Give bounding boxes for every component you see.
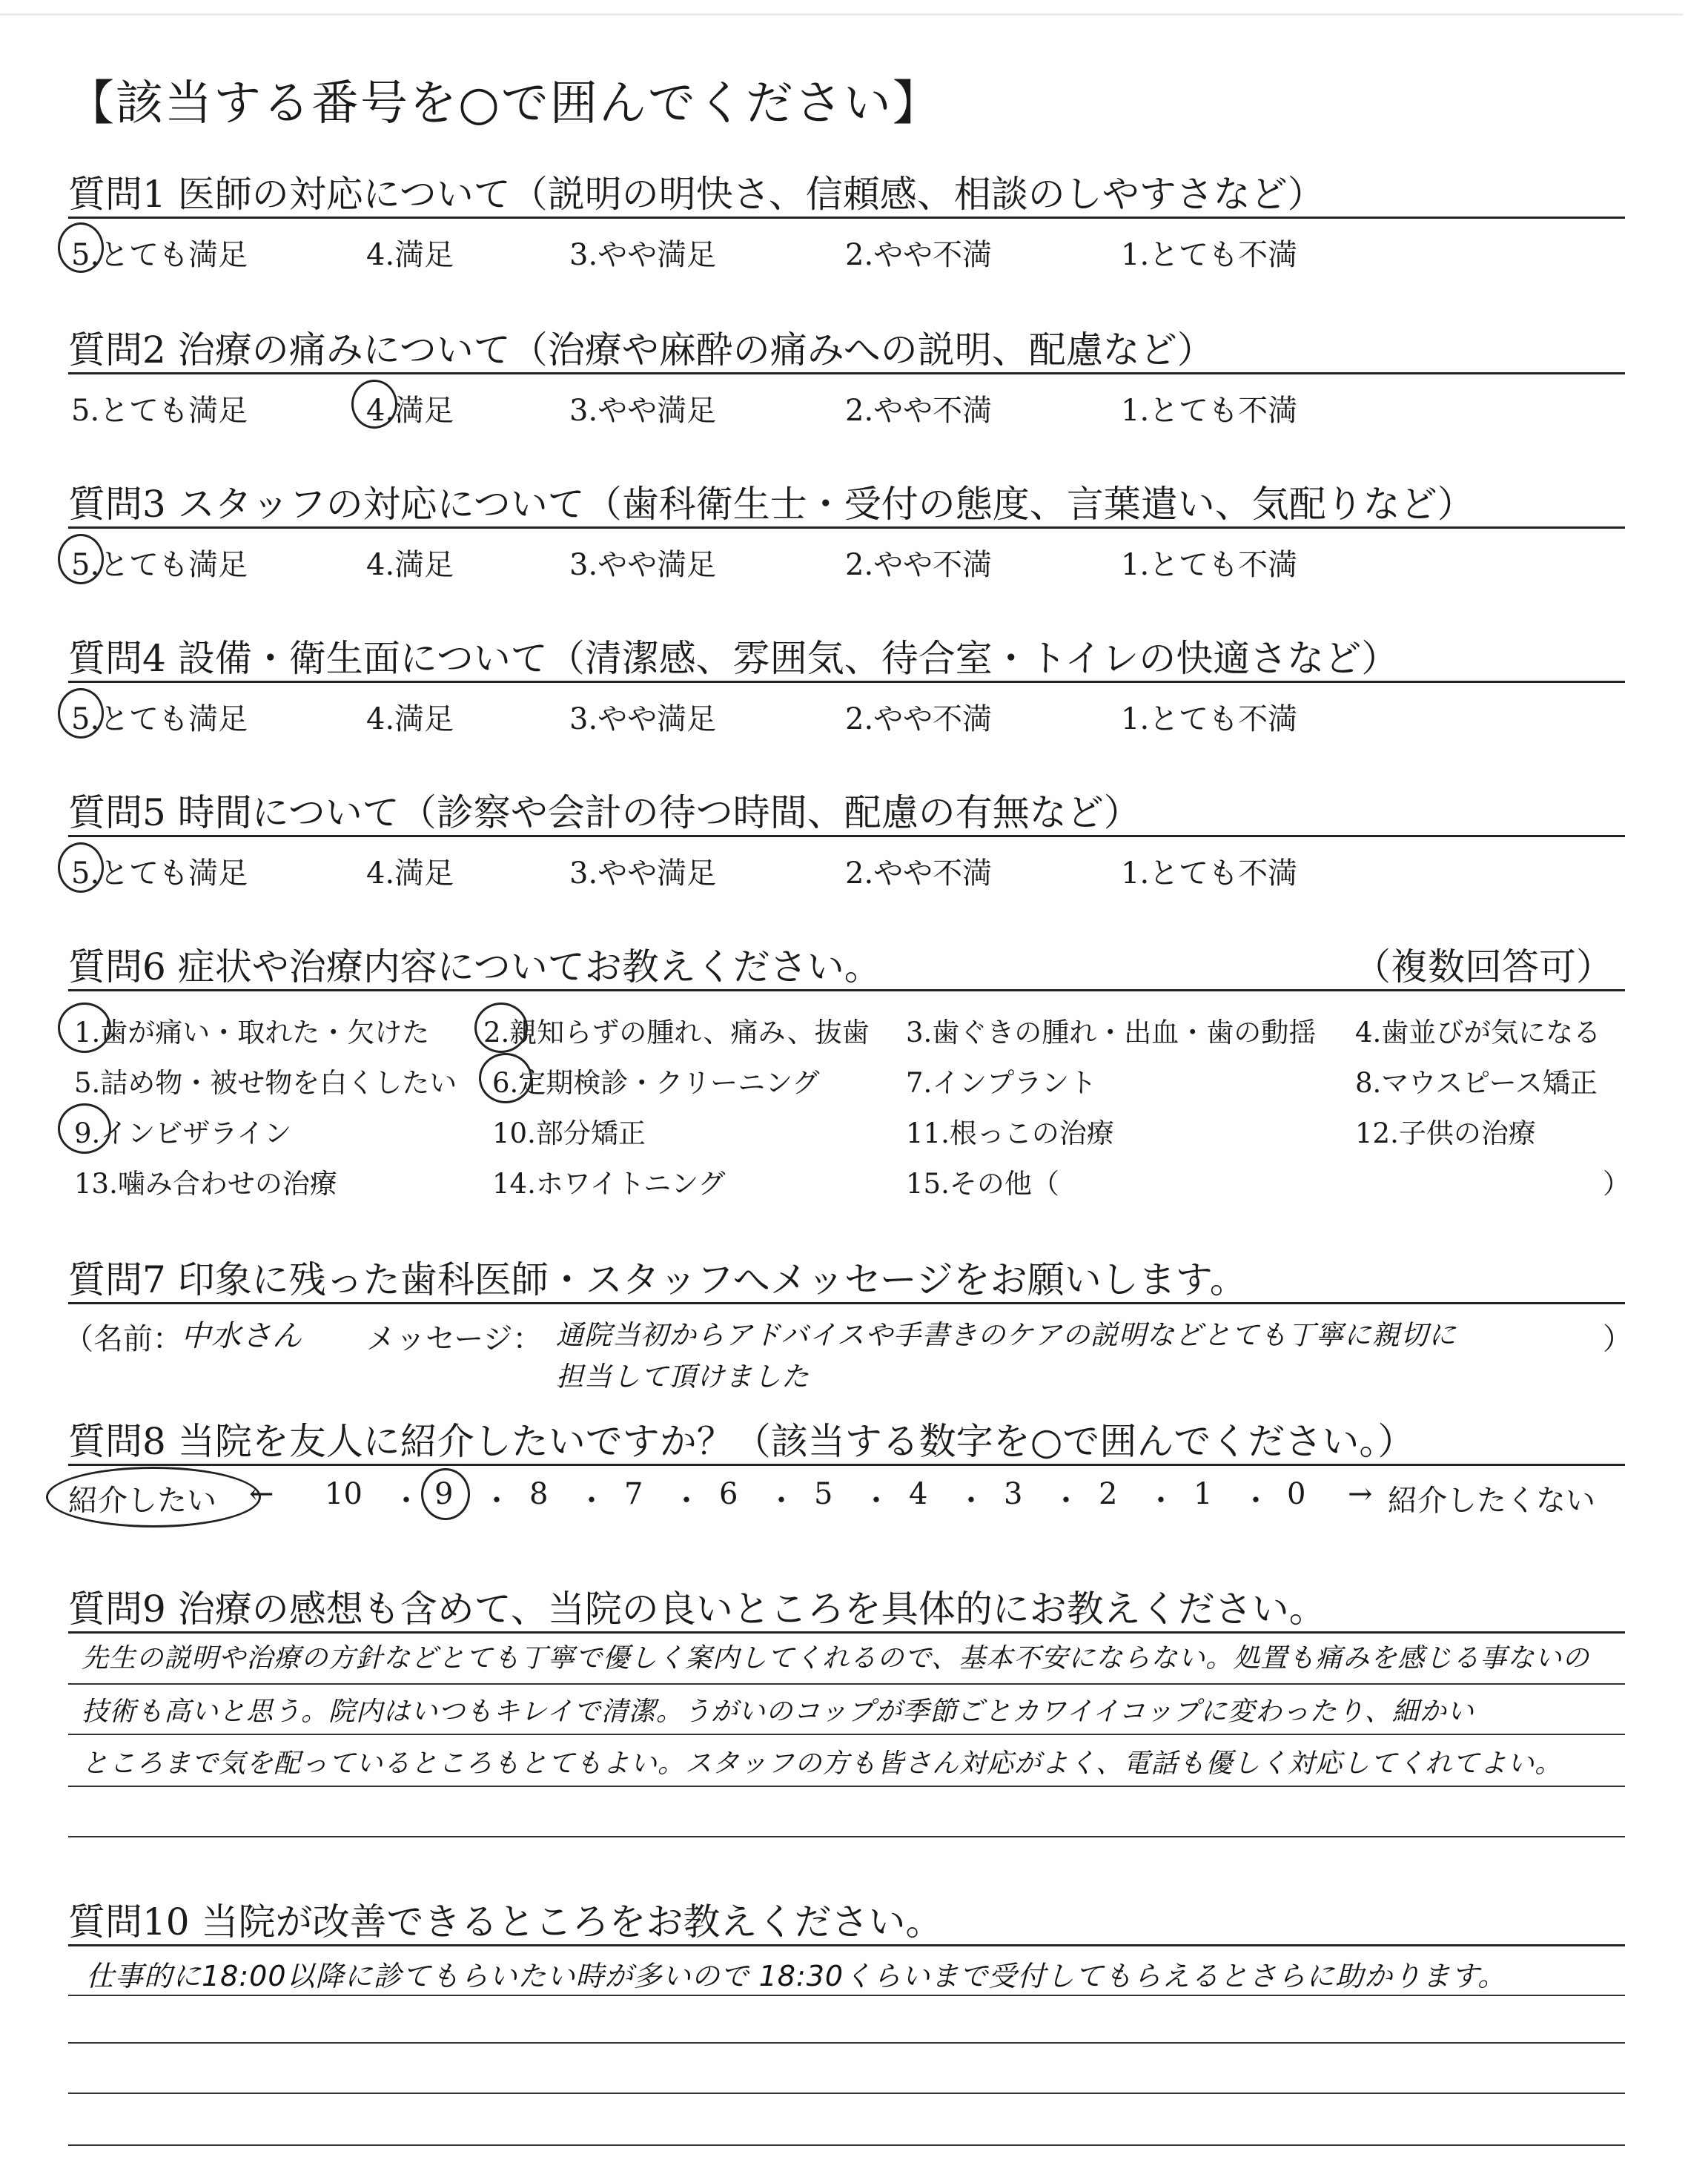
q9-line-3 [68,1786,1625,1787]
q6-selection-circle-2 [474,1003,528,1053]
q8-scale-3[interactable]: 3 [1004,1477,1023,1511]
q1-option-1[interactable]: 1.とても不満 [1121,238,1298,272]
q6-option-3[interactable]: 3.歯ぐきの腫れ・出血・歯の動揺 [906,1017,1317,1048]
q4-option-3[interactable]: 3.やや満足 [569,702,717,736]
q2-rule [68,372,1625,374]
q6-option-2[interactable]: 2.親知らずの腫れ、痛み、抜歯 [483,1017,870,1048]
q10-line-1 [68,1995,1625,1996]
q3-selection-circle [58,534,104,584]
q4-selection-circle [58,688,104,739]
q9-label: 質問9 治療の感想も含めて、当院の良いところを具体的にお教えください。 [68,1588,1326,1631]
q5-option-2[interactable]: 2.やや不満 [845,856,993,891]
q8-separator: ・ [956,1484,986,1518]
q8-separator: ・ [482,1484,512,1518]
q5-option-4[interactable]: 4.満足 [366,856,454,891]
q8-scale-8[interactable]: 8 [529,1477,549,1511]
q4-option-2[interactable]: 2.やや不満 [845,702,993,736]
q6-selection-circle-6 [479,1053,532,1103]
q5-rule [68,835,1625,837]
q7-rule [68,1302,1625,1304]
q10-label: 質問10 当院が改善できるところをお教えください。 [68,1900,943,1943]
q1-option-4[interactable]: 4.満足 [366,238,454,272]
q5-label: 質問5 時間について（診察や会計の待つ時間、配慮の有無など） [68,791,1141,834]
q2-option-4[interactable]: 4.満足 [366,394,454,428]
q3-option-1[interactable]: 1.とても不満 [1121,548,1298,582]
q6-option-1[interactable]: 1.歯が痛い・取れた・欠けた [74,1017,430,1048]
q8-separator: ・ [1241,1484,1271,1518]
q6-option-5[interactable]: 5.詰め物・被せ物を白くしたい [74,1067,457,1099]
q9-rule [68,1631,1625,1634]
q8-scale-9[interactable]: 9 [434,1477,454,1511]
q10-answer-line-1[interactable]: 仕事的に18:00以降に診てもらいたい時が多いので 18:30くらいまで受付してもらえるとさらに助かります。 [86,1960,1507,1992]
q2-selection-circle [351,380,397,429]
q8-separator: ・ [577,1484,606,1518]
q8-left-label-circle [46,1467,261,1527]
q10-line-3 [68,2093,1625,2094]
q6-option-10[interactable]: 10.部分矯正 [492,1117,646,1149]
q2-option-5[interactable]: 5.とても満足 [71,394,248,428]
q8-separator: ・ [767,1484,796,1518]
q1-label: 質問1 医師の対応について（説明の明快さ、信頼感、相談のしやすさなど） [68,173,1325,216]
q2-option-3[interactable]: 3.やや満足 [569,394,717,428]
q1-option-3[interactable]: 3.やや満足 [569,238,717,272]
q6-option-8[interactable]: 8.マウスピース矯正 [1355,1067,1598,1099]
q2-option-1[interactable]: 1.とても不満 [1121,394,1298,428]
q6-option-12[interactable]: 12.子供の治療 [1355,1117,1536,1149]
q3-label: 質問3 スタッフの対応について（歯科衛生士・受付の態度、言葉遣い、気配りなど） [68,483,1474,526]
q8-separator: ・ [1051,1484,1081,1518]
q3-option-3[interactable]: 3.やや満足 [569,548,717,582]
q6-option-9[interactable]: 9.インビザライン [74,1117,292,1149]
q6-label: 質問6 症状や治療内容についてお教えください。 [68,945,881,988]
q7-label: 質問7 印象に残った歯科医師・スタッフへメッセージをお願いします。 [68,1258,1247,1301]
q4-rule [68,681,1625,683]
q6-option-4[interactable]: 4.歯並びが気になる [1355,1017,1601,1048]
q1-selection-circle [58,222,104,273]
q1-option-2[interactable]: 2.やや不満 [845,238,993,272]
q5-option-3[interactable]: 3.やや満足 [569,856,717,891]
q6-option-15[interactable]: 15.その他（ [906,1168,1059,1200]
q7-name-label: （名前： [64,1322,182,1356]
q6-option-7[interactable]: 7.インプラント [906,1067,1097,1099]
q7-message-line-2[interactable]: 担当して頂けました [556,1361,810,1393]
q7-name-value[interactable]: 中水さん [181,1319,302,1353]
q4-option-4[interactable]: 4.満足 [366,702,454,736]
q8-label: 質問8 当院を友人に紹介したいですか？（該当する数字を○で囲んでください。） [68,1420,1415,1463]
q8-arrow-right: → [1348,1477,1373,1511]
page-title: 【該当する番号を○で囲んでください】 [67,76,941,131]
q3-option-4[interactable]: 4.満足 [366,548,454,582]
q8-right-label: 紹介したくない [1388,1484,1595,1518]
q6-option-14[interactable]: 14.ホワイトニング [492,1168,726,1200]
q8-selection-circle [421,1468,470,1520]
q8-scale-4[interactable]: 4 [909,1477,928,1511]
q9-answer-line-3[interactable]: ところまで気を配っているところもとてもよい。スタッフの方も皆さん対応がよく、電話も優しく対応してくれてよい。 [82,1748,1563,1779]
q5-option-5[interactable]: 5.とても満足 [71,856,248,891]
q4-option-5[interactable]: 5.とても満足 [71,702,248,736]
q8-separator: ・ [391,1484,421,1518]
q3-option-5[interactable]: 5.とても満足 [71,548,248,582]
q5-selection-circle [58,842,104,893]
q8-scale-10[interactable]: 10 [325,1477,363,1511]
q6-option-13[interactable]: 13.噛み合わせの治療 [74,1168,337,1200]
q6-rule [68,989,1625,991]
q10-line-2 [68,2042,1625,2044]
q6-selection-circle-1 [58,1003,111,1053]
q8-rule [68,1464,1625,1466]
q8-scale-1[interactable]: 1 [1194,1477,1213,1511]
q9-line-4 [68,1836,1625,1837]
q3-option-2[interactable]: 2.やや不満 [845,548,993,582]
q6-other-close-paren: ） [1603,1168,1630,1200]
q2-option-2[interactable]: 2.やや不満 [845,394,993,428]
q7-message-line-1[interactable]: 通院当初からアドバイスや手書きのケアの説明などとても丁寧に親切に [556,1319,1457,1351]
q8-left-label: 紹介したい [68,1484,216,1518]
q8-scale-5[interactable]: 5 [814,1477,833,1511]
q10-line-4 [68,2144,1625,2146]
q10-rule [68,1944,1625,1946]
q7-message-label: メッセージ： [366,1322,543,1356]
q9-line-2 [68,1734,1625,1735]
q1-option-5[interactable]: 5.とても満足 [71,238,248,272]
q9-answer-line-2[interactable]: 技術も高いと思う。院内はいつもキレイで清潔。うがいのコップが季節ごとカワイイコップに変わったり、細かい [82,1697,1474,1727]
q8-separator: ・ [1146,1484,1176,1518]
q8-arrow-left: ← [249,1477,274,1511]
page-top-edge [0,13,1683,16]
q9-line-1 [68,1683,1625,1685]
q4-label: 質問4 設備・衛生面について（清潔感、雰囲気、待合室・トイレの快適さなど） [68,637,1399,680]
q8-scale-6[interactable]: 6 [719,1477,738,1511]
q7-close-paren: ） [1603,1322,1632,1356]
q8-scale-2[interactable]: 2 [1099,1477,1118,1511]
q8-scale-7[interactable]: 7 [624,1477,643,1511]
q8-scale-0[interactable]: 0 [1287,1477,1306,1511]
q8-separator: ・ [861,1484,891,1518]
q1-rule [68,217,1625,219]
q4-option-1[interactable]: 1.とても不満 [1121,702,1298,736]
q3-rule [68,526,1625,529]
q9-answer-line-1[interactable]: 先生の説明や治療の方針などとても丁寧で優しく案内してくれるので、基本不安にならない。処置も痛みを感じる事ないの [82,1643,1590,1674]
q5-option-1[interactable]: 1.とても不満 [1121,856,1298,891]
q6-note: （複数回答可） [1354,945,1613,988]
q2-label: 質問2 治療の痛みについて（治療や麻酔の痛みへの説明、配慮など） [68,328,1214,371]
q8-separator: ・ [672,1484,701,1518]
q6-option-11[interactable]: 11.根っこの治療 [906,1117,1114,1149]
q6-selection-circle-9 [58,1103,111,1154]
q6-option-6[interactable]: 6.定期検診・クリーニング [492,1067,820,1099]
